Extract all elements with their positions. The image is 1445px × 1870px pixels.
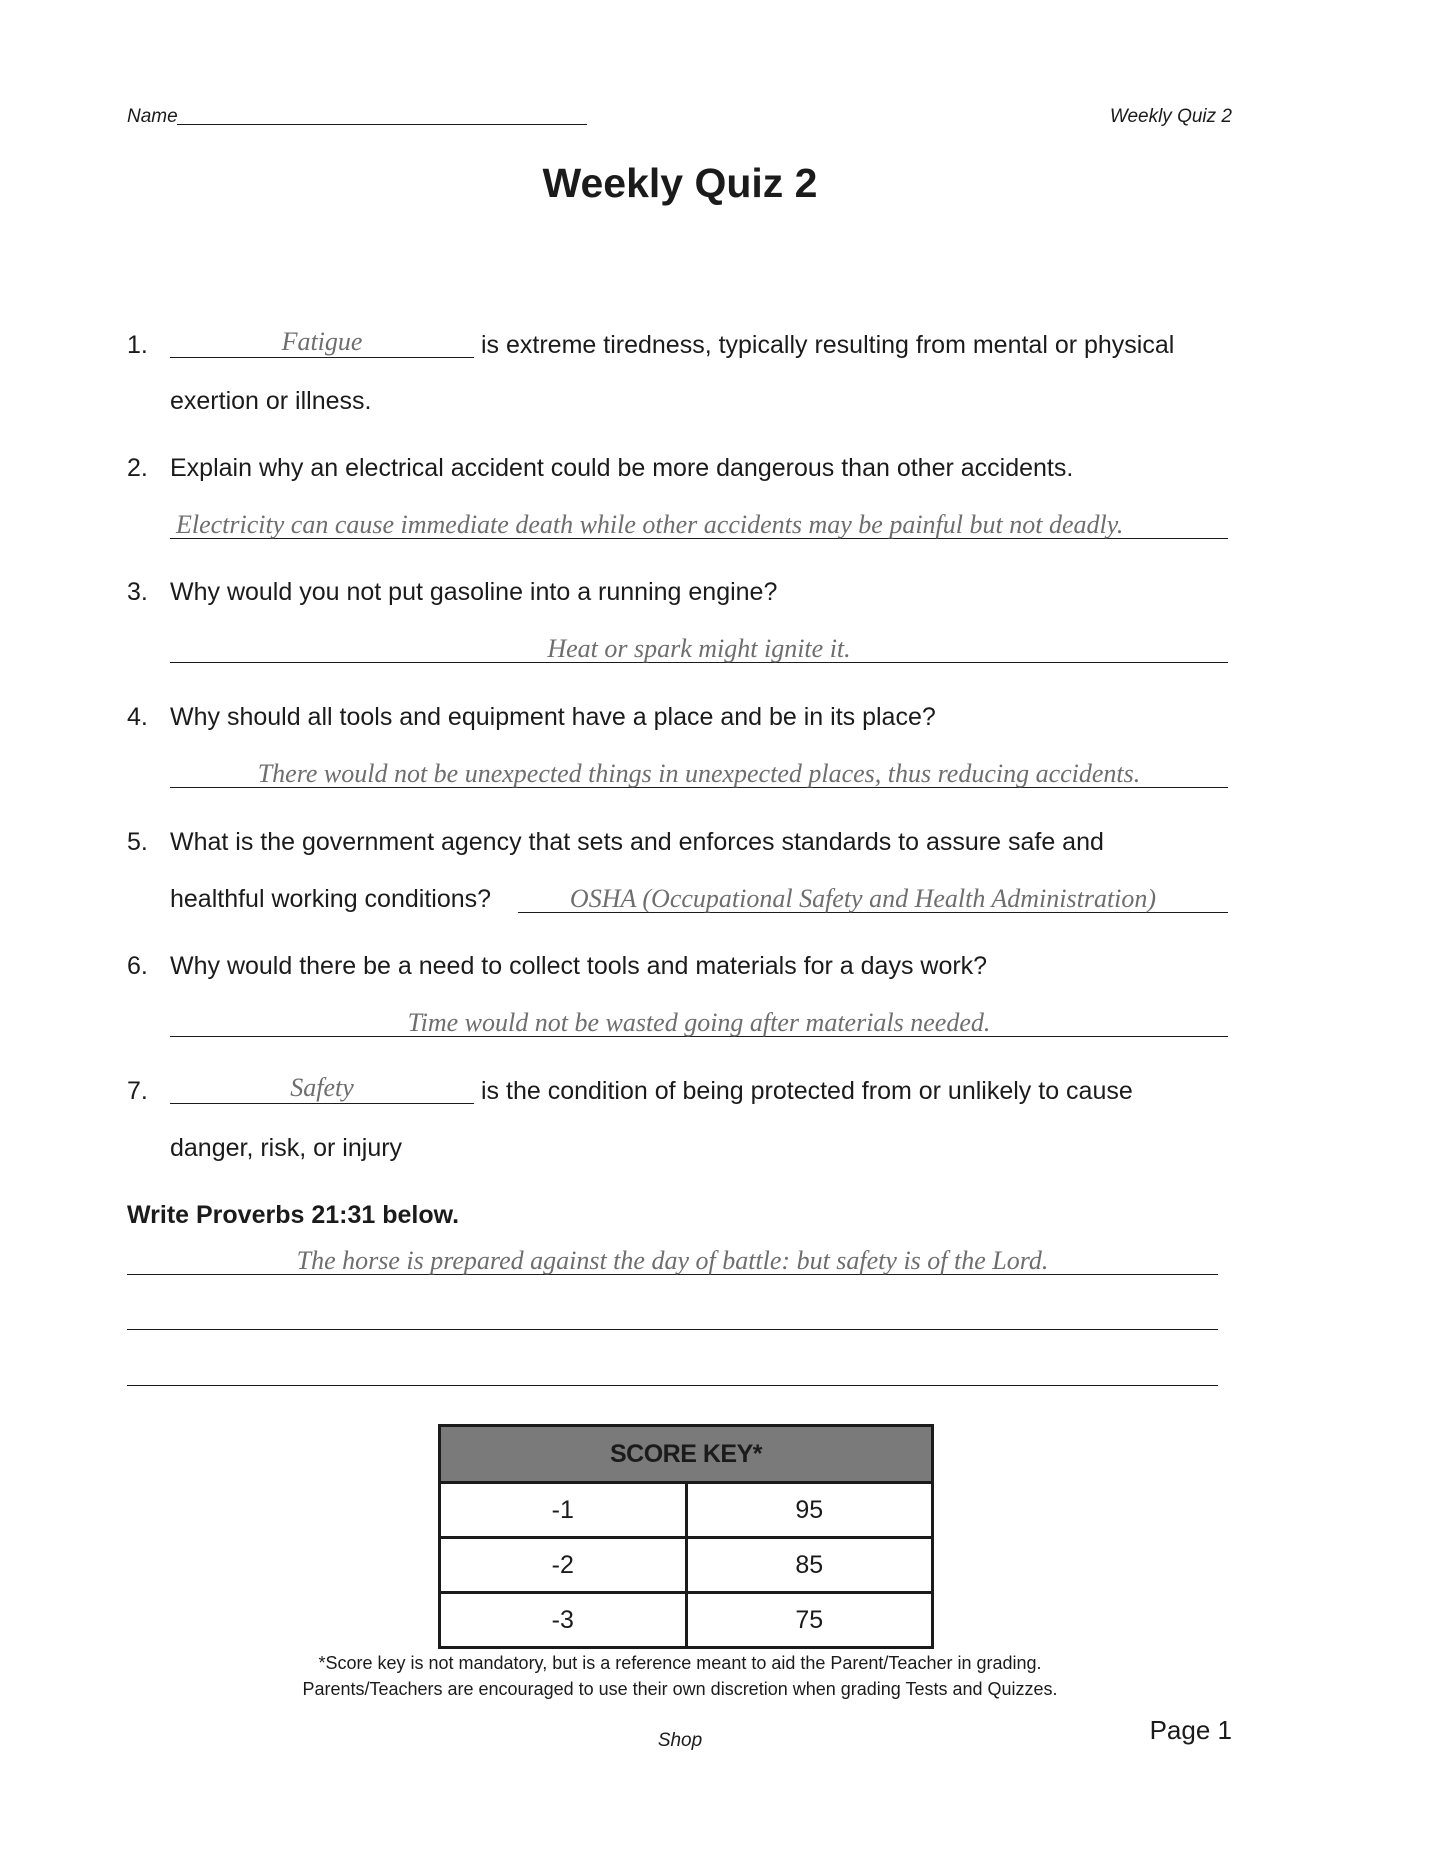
- question-4-number: 4.: [127, 703, 148, 731]
- question-1-number: 1.: [127, 331, 148, 359]
- proverbs-answer: The horse is prepared against the day of battle: but safety is of the Lord.: [296, 1246, 1049, 1275]
- question-3-answer: Heat or spark might ignite it.: [547, 634, 851, 663]
- question-2-answer: Electricity can cause immediate death while other accidents may be painful but not deadly.: [176, 510, 1124, 539]
- question-6-answer: Time would not be wasted going after materials needed.: [407, 1008, 991, 1037]
- name-label: Name: [127, 106, 178, 127]
- question-5-text: What is the government agency that sets and enforces standards to assure safe and: [170, 828, 1104, 856]
- page-number: Page 1: [1149, 1715, 1232, 1745]
- question-5-answer: OSHA (Occupational Safety and Health Administration): [569, 884, 1157, 913]
- proverbs-line-3[interactable]: [127, 1385, 1218, 1386]
- score-key-missed: -1: [440, 1483, 687, 1538]
- score-key-score: 75: [686, 1593, 933, 1648]
- page-title: Weekly Quiz 2: [542, 160, 818, 206]
- score-key-score: 95: [686, 1483, 933, 1538]
- score-key-score: 85: [686, 1538, 933, 1593]
- score-key-row: [440, 1593, 933, 1648]
- question-5-text-cont: healthful working conditions?: [170, 885, 492, 913]
- score-key-missed: -3: [440, 1593, 687, 1648]
- header-doc-label: Weekly Quiz 2: [1109, 106, 1232, 127]
- question-6-text: Why would there be a need to collect tools and materials for a days work?: [170, 952, 988, 980]
- score-key-missed: -2: [440, 1538, 687, 1593]
- question-4-answer: There would not be unexpected things in unexpected places, thus reducing accidents.: [257, 759, 1141, 788]
- footer-subject: Shop: [657, 1730, 703, 1751]
- question-1-answer: Fatigue: [281, 327, 363, 356]
- score-key-row: [440, 1538, 933, 1593]
- question-3-number: 3.: [127, 578, 148, 606]
- question-7-answer: Safety: [290, 1073, 354, 1102]
- question-7-text: is the condition of being protected from or unlikely to cause: [481, 1077, 1133, 1105]
- question-6-number: 6.: [127, 952, 148, 980]
- score-key-table: [438, 1424, 934, 1649]
- question-5-number: 5.: [127, 828, 148, 856]
- question-1-text: is extreme tiredness, typically resulting from mental or physical: [481, 331, 1175, 359]
- question-2-number: 2.: [127, 454, 148, 482]
- question-2-text: Explain why an electrical accident could be more dangerous than other accidents.: [170, 454, 1074, 482]
- footnote-line-2: Parents/Teachers are encouraged to use their own discretion when grading Tests and Quizzes.: [302, 1679, 1058, 1699]
- question-1-blank[interactable]: [170, 357, 474, 358]
- footnote-line-1: *Score key is not mandatory, but is a reference meant to aid the Parent/Teacher in grading.: [318, 1653, 1042, 1673]
- proverbs-line-2[interactable]: [127, 1329, 1218, 1330]
- question-4-text: Why should all tools and equipment have a place and be in its place?: [170, 703, 936, 731]
- question-7-text-cont: danger, risk, or injury: [170, 1134, 403, 1162]
- score-key-header: SCORE KEY*: [440, 1426, 933, 1483]
- score-key-row: [440, 1483, 933, 1538]
- question-3-text: Why would you not put gasoline into a running engine?: [170, 578, 778, 606]
- question-7-number: 7.: [127, 1077, 148, 1105]
- question-1-text-cont: exertion or illness.: [170, 387, 372, 415]
- proverbs-prompt: Write Proverbs 21:31 below.: [127, 1201, 460, 1229]
- question-7-blank[interactable]: [170, 1103, 474, 1104]
- name-line[interactable]: [177, 124, 587, 125]
